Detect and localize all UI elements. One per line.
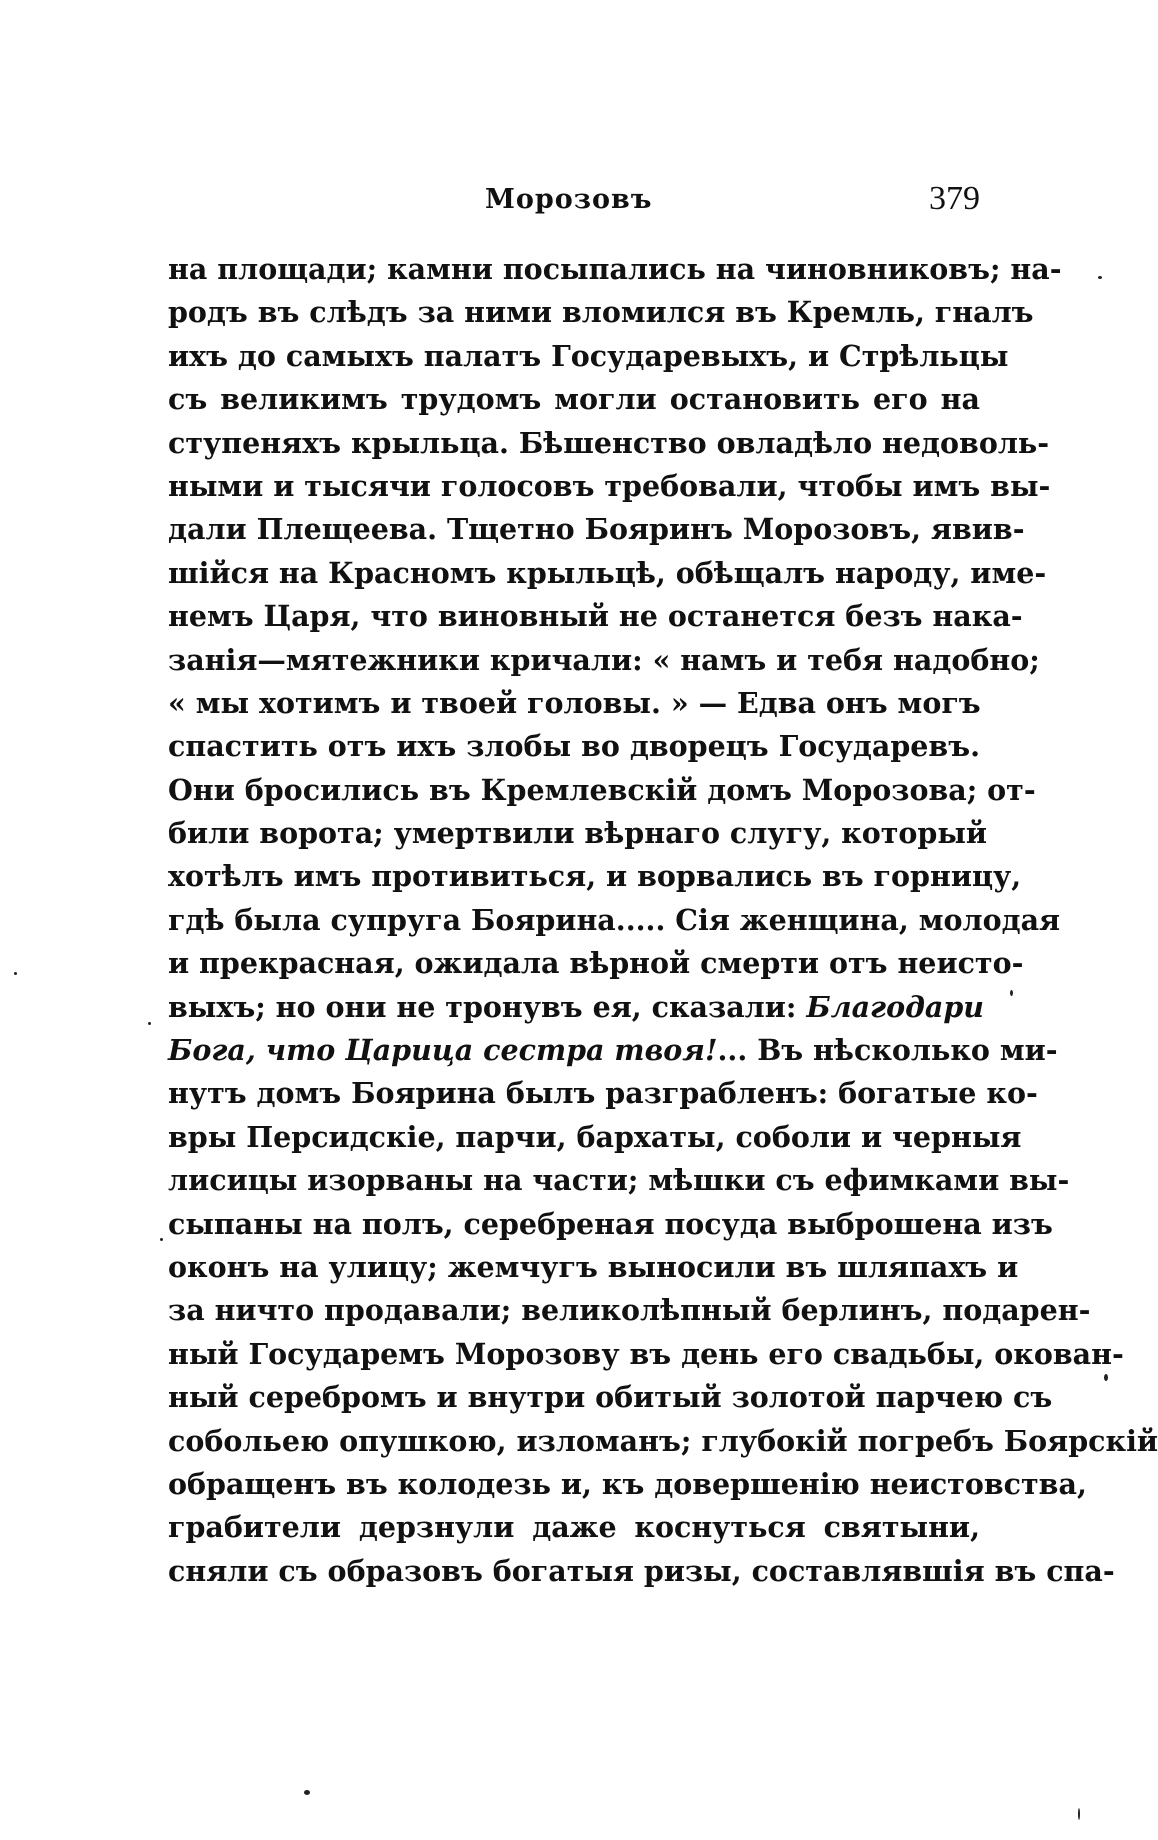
running-head <box>160 180 980 228</box>
text-line: сыпаны на полъ, серебреная посуда выброшена изъ <box>168 1206 1053 1241</box>
text-line: ный серебромъ и внутри обитый золотой парчею съ <box>168 1380 1053 1415</box>
scan-speck <box>1098 276 1102 279</box>
page-number: 379 <box>929 180 980 217</box>
text-line: на площади; камни посыпались на чиновниковъ; на- <box>168 252 1062 286</box>
italic-phrase: Благодари <box>806 989 985 1024</box>
text-line: занія—мятежники кричали: « намъ и тебя надобно; <box>168 642 1040 677</box>
text-line: ступеняхъ крыльца. Бѣшенство овладѣло недоволь- <box>168 425 1050 460</box>
text-line: били ворота; умертвили вѣрнаго слугу, который <box>168 816 988 851</box>
body-text <box>168 248 1158 1593</box>
text-line: съ великимъ трудомъ могли остановить его на <box>168 382 980 417</box>
text-line: гдѣ была супруга Боярина..... Сія женщина, молодая <box>168 902 1061 937</box>
running-title: Морозовъ <box>485 184 653 215</box>
text-line: собольею опушкою, изломанъ; глубокій погребъ Боярскій <box>168 1423 1158 1458</box>
text-line: грабители дерзнули даже коснуться святыни, <box>168 1510 980 1545</box>
text-line: Бога, что Царица сестра твоя!... Въ нѣсколько ми- <box>168 1033 1058 1068</box>
scan-speck <box>148 1022 151 1025</box>
text-line: обращенъ въ колодезь и, къ довершенію неистовства, <box>168 1466 1087 1501</box>
text-line: и прекрасная, ожидала вѣрной смерти отъ неисто- <box>168 946 1024 981</box>
text-line: шійся на Красномъ крыльцѣ, обѣщалъ народу, име- <box>168 555 1047 590</box>
text-line: родъ въ слѣдъ за ними вломился въ Кремль, гналъ <box>168 295 1034 330</box>
text-line: хотѣлъ имъ противиться, и ворвались въ горницу, <box>168 859 1022 894</box>
scan-speck <box>160 1238 163 1241</box>
scan-speck <box>1078 1808 1080 1820</box>
italic-phrase: Бога, что Царица сестра твоя! <box>168 1033 718 1068</box>
text-line: дали Плещеева. Тщетно Бояринъ Морозовъ, явив- <box>168 512 1025 547</box>
text-line: за ничто продавали; великолѣпный берлинъ, подарен- <box>168 1293 1091 1328</box>
text-line: оконъ на улицу; жемчугъ выносили въ шляпахъ и <box>168 1249 1019 1284</box>
text-line: ный Государемъ Морозову въ день его свадьбы, окован- <box>168 1336 1124 1371</box>
text-line: сняли съ образовъ богатыя ризы, составлявшія въ спа- <box>168 1553 1115 1588</box>
text-line: немъ Царя, что виновный не останется безъ нака- <box>168 599 1023 634</box>
text-line: спастить отъ ихъ злобы во дворецъ Государевъ. <box>168 729 980 764</box>
scan-speck <box>1104 1374 1108 1381</box>
text-line: выхъ; но они не тронувъ ея, сказали: Благодари <box>168 989 985 1024</box>
text-line: вры Персидскіе, парчи, бархаты, соболи и черныя <box>168 1119 1022 1154</box>
text-line: ихъ до самыхъ палатъ Государевыхъ, и Стрѣльцы <box>168 338 1009 373</box>
text-line: Они бросились въ Кремлевскій домъ Морозова; от- <box>168 772 1036 807</box>
text-line: « мы хотимъ и твоей головы. » — Едва онъ могъ <box>168 685 981 720</box>
scan-speck <box>304 1790 310 1795</box>
text-line: лисицы изорваны на части; мѣшки съ ефимками вы- <box>168 1163 1070 1198</box>
text-line: ными и тысячи голосовъ требовали, чтобы имъ вы- <box>168 468 1051 503</box>
text-line: нутъ домъ Боярина былъ разграбленъ: богатые ко- <box>168 1076 1038 1111</box>
scan-speck <box>1010 990 1013 996</box>
scan-speck <box>14 972 17 975</box>
